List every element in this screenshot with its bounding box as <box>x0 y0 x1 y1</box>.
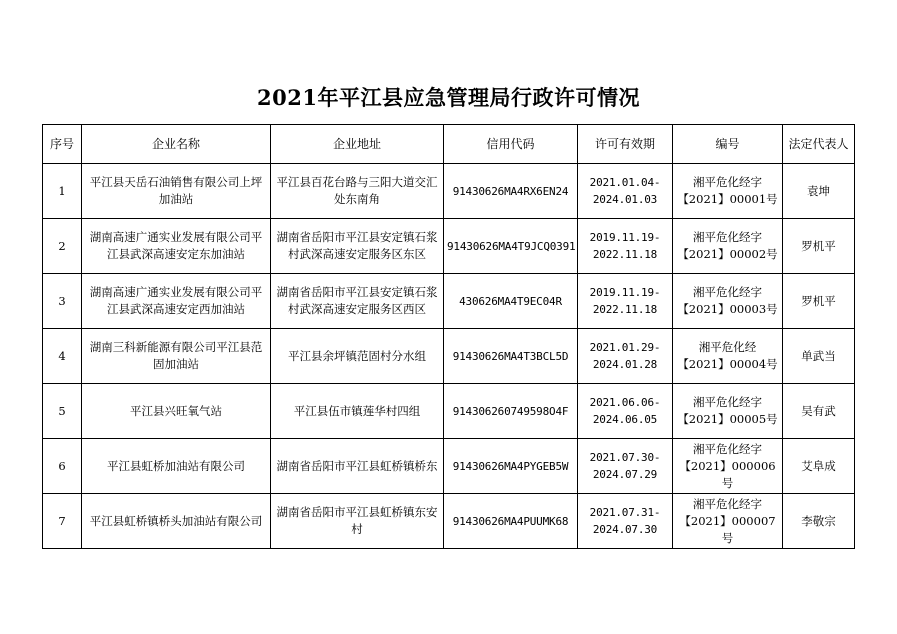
page-title: 2021年平江县应急管理局行政许可情况 <box>257 85 640 110</box>
cell-name: 湖南三科新能源有限公司平江县范固加油站 <box>82 329 271 384</box>
cell-no: 4 <box>43 329 82 384</box>
cell-address: 湖南省岳阳市平江县安定镇石浆村武深高速安定服务区东区 <box>271 219 444 274</box>
cell-rep: 袁坤 <box>783 164 855 219</box>
cell-validity: 2019.11.19-2022.11.18 <box>578 219 673 274</box>
cell-no: 2 <box>43 219 82 274</box>
cell-validity: 2021.01.04-2024.01.03 <box>578 164 673 219</box>
cell-name: 平江县兴旺氧气站 <box>82 384 271 439</box>
table-header-row <box>43 125 855 164</box>
cell-no: 5 <box>43 384 82 439</box>
cell-code: 91430626MA4PUUMK68 <box>444 494 578 549</box>
cell-name: 平江县虹桥加油站有限公司 <box>82 439 271 494</box>
cell-number: 湘平危化经字【2021】00005号 <box>673 384 783 439</box>
cell-number: 湘平危化经【2021】00004号 <box>673 329 783 384</box>
cell-number: 湘平危化经字【2021】00002号 <box>673 219 783 274</box>
column-header-code: 信用代码 <box>444 125 578 164</box>
cell-rep: 李敬宗 <box>783 494 855 549</box>
column-header-address: 企业地址 <box>271 125 444 164</box>
cell-no: 6 <box>43 439 82 494</box>
cell-no: 3 <box>43 274 82 329</box>
cell-code: 91430626MA4PYGEB5W <box>444 439 578 494</box>
cell-address: 湖南省岳阳市平江县虹桥镇东安村 <box>271 494 444 549</box>
table-row <box>43 329 855 384</box>
column-header-no: 序号 <box>43 125 82 164</box>
cell-rep: 艾阜成 <box>783 439 855 494</box>
cell-address: 平江县伍市镇莲华村四组 <box>271 384 444 439</box>
cell-validity: 2021.07.31-2024.07.30 <box>578 494 673 549</box>
cell-code: 91430626MA4RX6EN24 <box>444 164 578 219</box>
table-row <box>43 164 855 219</box>
column-header-rep: 法定代表人 <box>783 125 855 164</box>
cell-validity: 2019.11.19-2022.11.18 <box>578 274 673 329</box>
column-header-validity: 许可有效期 <box>578 125 673 164</box>
cell-address: 湖南省岳阳市平江县虹桥镇桥东 <box>271 439 444 494</box>
cell-number: 湘平危化经字【2021】00003号 <box>673 274 783 329</box>
cell-code: 91430626MA4T3BCL5D <box>444 329 578 384</box>
cell-no: 1 <box>43 164 82 219</box>
cell-rep: 罗机平 <box>783 274 855 329</box>
column-header-name: 企业名称 <box>82 125 271 164</box>
cell-name: 湖南高速广通实业发展有限公司平江县武深高速安定东加油站 <box>82 219 271 274</box>
cell-rep: 罗机平 <box>783 219 855 274</box>
cell-rep: 单武当 <box>783 329 855 384</box>
table-row <box>43 384 855 439</box>
cell-number: 湘平危化经字【2021】00001号 <box>673 164 783 219</box>
permit-table <box>42 124 855 549</box>
cell-address: 湖南省岳阳市平江县安定镇石浆村武深高速安定服务区西区 <box>271 274 444 329</box>
cell-validity: 2021.06.06-2024.06.05 <box>578 384 673 439</box>
cell-address: 平江县余坪镇范固村分水组 <box>271 329 444 384</box>
cell-number: 湘平危化经字【2021】000006号 <box>673 439 783 494</box>
cell-no: 7 <box>43 494 82 549</box>
column-header-number: 编号 <box>673 125 783 164</box>
cell-name: 平江县虹桥镇桥头加油站有限公司 <box>82 494 271 549</box>
cell-validity: 2021.01.29-2024.01.28 <box>578 329 673 384</box>
table-row <box>43 439 855 494</box>
table-row <box>43 494 855 549</box>
cell-code: 914306260749598O4F <box>444 384 578 439</box>
cell-name: 湖南高速广通实业发展有限公司平江县武深高速安定西加油站 <box>82 274 271 329</box>
cell-rep: 吴有武 <box>783 384 855 439</box>
cell-address: 平江县百花台路与三阳大道交汇处东南角 <box>271 164 444 219</box>
cell-validity: 2021.07.30-2024.07.29 <box>578 439 673 494</box>
cell-number: 湘平危化经字【2021】000007号 <box>673 494 783 549</box>
cell-code: 91430626MA4T9JCQ0391 <box>444 219 578 274</box>
table-row <box>43 219 855 274</box>
table-row <box>43 274 855 329</box>
cell-code: 430626MA4T9EC04R <box>444 274 578 329</box>
cell-name: 平江县天岳石油销售有限公司上坪加油站 <box>82 164 271 219</box>
